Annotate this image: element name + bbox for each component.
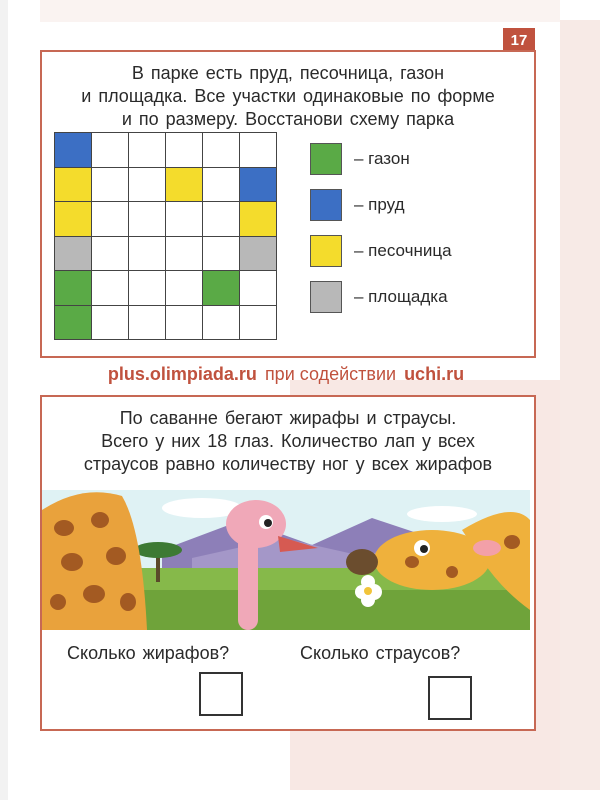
grid-cell-empty[interactable] bbox=[203, 133, 240, 168]
grid-cell-empty[interactable] bbox=[203, 168, 240, 203]
grid-cell-empty[interactable] bbox=[240, 306, 277, 341]
legend-label: – пруд bbox=[354, 195, 405, 214]
grid-cell-empty[interactable] bbox=[129, 133, 166, 168]
legend-item-square bbox=[310, 274, 530, 320]
page-decor-band-right bbox=[560, 20, 600, 790]
legend-label: – песочница bbox=[354, 241, 452, 260]
legend-item-pond bbox=[310, 182, 530, 228]
sponsor-line bbox=[40, 364, 532, 385]
legend-swatch-sand bbox=[310, 235, 342, 267]
grid-cell-empty[interactable] bbox=[166, 133, 203, 168]
legend-item-lawn bbox=[310, 136, 530, 182]
grid-cell-empty[interactable] bbox=[203, 237, 240, 272]
grid-cell-empty[interactable] bbox=[166, 271, 203, 306]
grid-cell-lawn[interactable] bbox=[55, 306, 92, 341]
grid-cell-empty[interactable] bbox=[129, 306, 166, 341]
legend-swatch-pond bbox=[310, 189, 342, 221]
grid-cell-empty[interactable] bbox=[166, 202, 203, 237]
grid-cell-empty[interactable] bbox=[203, 306, 240, 341]
grid-cell-empty[interactable] bbox=[166, 237, 203, 272]
grid-cell-empty[interactable] bbox=[92, 271, 129, 306]
site-link[interactable]: plus.olimpiada.ru bbox=[107, 364, 257, 384]
task2-text-line: страусов равно количеству ног у всех жирафов bbox=[83, 454, 493, 474]
answer-box-ostriches[interactable] bbox=[428, 676, 472, 720]
grid-cell-empty[interactable] bbox=[129, 271, 166, 306]
page-decor-band-top bbox=[40, 0, 560, 22]
grid-cell-lawn[interactable] bbox=[55, 271, 92, 306]
grid-cell-empty[interactable] bbox=[129, 202, 166, 237]
question-giraffes: Сколько жирафов? bbox=[67, 643, 230, 663]
task2-text bbox=[42, 407, 534, 476]
task1-text-line: и по размеру. Восстанови схему парка bbox=[121, 109, 455, 129]
park-grid bbox=[54, 132, 277, 340]
task1-text-line: и площадка. Все участки одинаковые по форме bbox=[81, 86, 495, 106]
grid-cell-sand[interactable] bbox=[55, 202, 92, 237]
grid-cell-empty[interactable] bbox=[240, 133, 277, 168]
task2-frame bbox=[40, 395, 536, 731]
grid-cell-empty[interactable] bbox=[92, 306, 129, 341]
task1-text bbox=[42, 62, 534, 131]
task2-text-line: По саванне бегают жирафы и страусы. bbox=[119, 408, 457, 428]
grid-cell-square[interactable] bbox=[240, 237, 277, 272]
grid-cell-lawn[interactable] bbox=[203, 271, 240, 306]
legend-swatch-lawn bbox=[310, 143, 342, 175]
grid-cell-square[interactable] bbox=[55, 237, 92, 272]
legend bbox=[310, 136, 530, 320]
partner-link[interactable]: uchi.ru bbox=[404, 364, 465, 384]
legend-item-sand bbox=[310, 228, 530, 274]
grid-cell-empty[interactable] bbox=[129, 168, 166, 203]
answer-box-giraffes[interactable] bbox=[199, 672, 243, 716]
grid-cell-pond[interactable] bbox=[240, 168, 277, 203]
task2-text-line: Всего у них 18 глаз. Количество лап у всех bbox=[101, 431, 475, 451]
grid-cell-empty[interactable] bbox=[166, 306, 203, 341]
grid-cell-pond[interactable] bbox=[55, 133, 92, 168]
grid-cell-empty[interactable] bbox=[92, 237, 129, 272]
question-ostriches: Сколько страусов? bbox=[300, 643, 461, 663]
grid-cell-sand[interactable] bbox=[166, 168, 203, 203]
legend-swatch-square bbox=[310, 281, 342, 313]
grid-cell-empty[interactable] bbox=[92, 202, 129, 237]
task1-frame bbox=[40, 50, 536, 358]
page-number: 17 bbox=[503, 28, 535, 52]
grid-cell-empty[interactable] bbox=[203, 202, 240, 237]
grid-cell-empty[interactable] bbox=[240, 271, 277, 306]
grid-cell-empty[interactable] bbox=[129, 237, 166, 272]
sponsor-text: при содействии bbox=[264, 364, 397, 384]
page-edge bbox=[0, 0, 8, 800]
legend-label: – площадка bbox=[354, 287, 448, 306]
grid-cell-empty[interactable] bbox=[92, 168, 129, 203]
grid-cell-sand[interactable] bbox=[55, 168, 92, 203]
task1-text-line: В парке есть пруд, песочница, газон bbox=[131, 63, 445, 83]
savanna-illustration bbox=[42, 490, 530, 630]
grid-cell-sand[interactable] bbox=[240, 202, 277, 237]
legend-label: – газон bbox=[354, 149, 410, 168]
grid-cell-empty[interactable] bbox=[92, 133, 129, 168]
